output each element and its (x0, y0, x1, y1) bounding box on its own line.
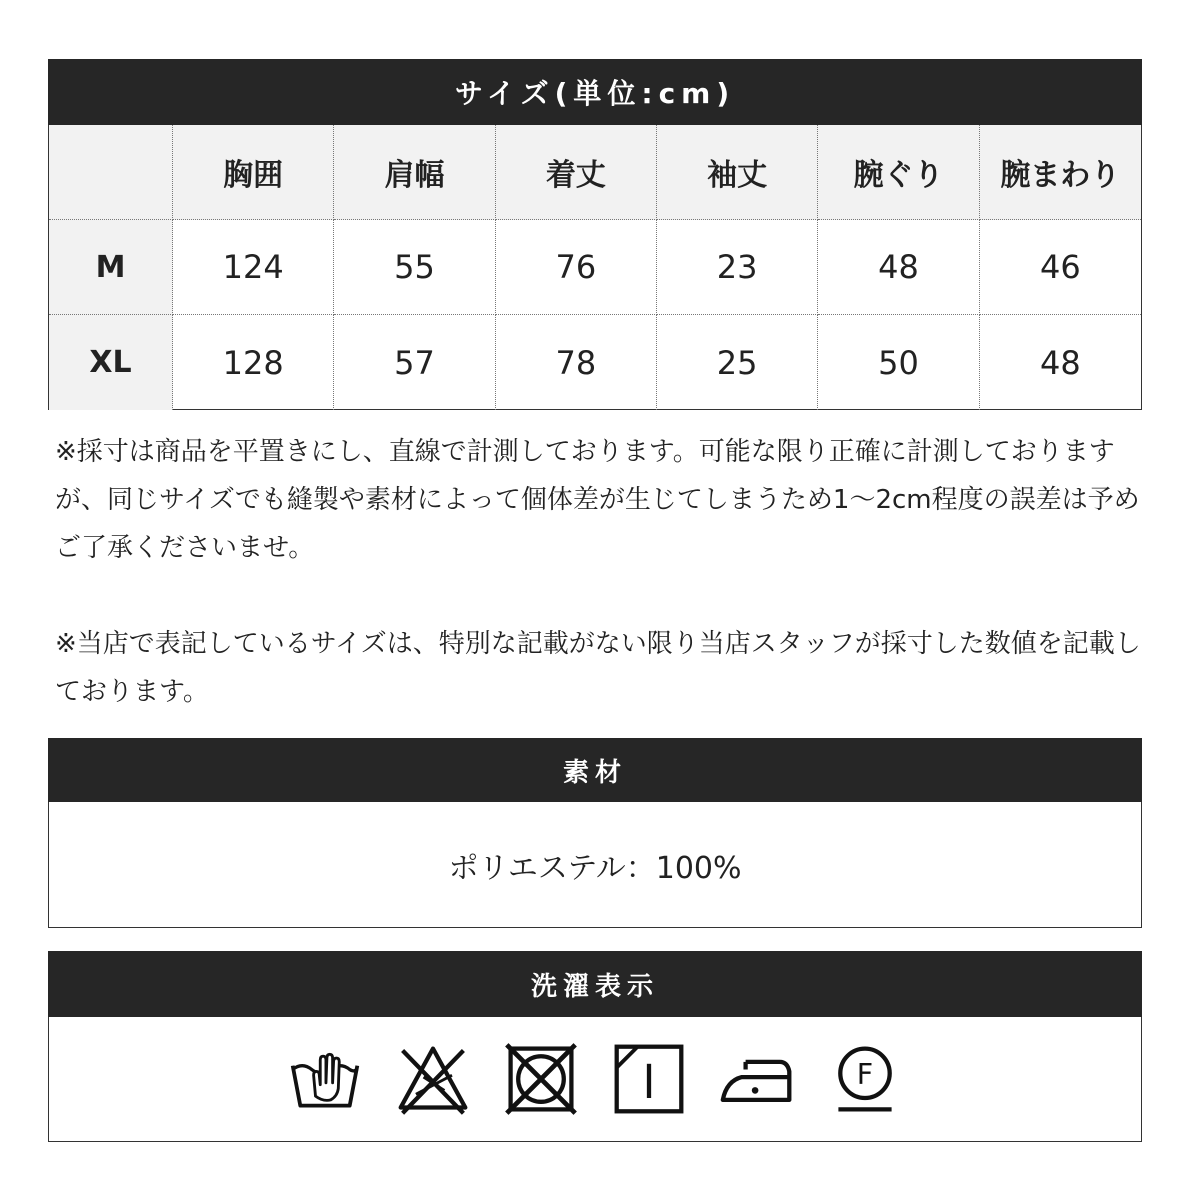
material-section-title: 素材 (48, 738, 1142, 802)
iron-low-icon (719, 1041, 795, 1117)
care-icons (48, 1017, 1142, 1142)
table-header-sleeve: 袖丈 (657, 125, 818, 220)
table-cell: 50 (818, 315, 979, 410)
measurement-notes (55, 428, 1145, 716)
table-cell: 78 (496, 315, 657, 410)
table-header-shoulder: 肩幅 (334, 125, 495, 220)
material-content: ポリエステル：100% (48, 802, 1142, 928)
line-dry-shade-icon (611, 1041, 687, 1117)
table-cell: 55 (334, 220, 495, 315)
table-row-label-xl: XL (49, 315, 173, 410)
size-table (48, 125, 1142, 410)
no-tumble-dry-icon (503, 1041, 579, 1117)
table-cell: 124 (173, 220, 334, 315)
table-header-length: 着丈 (496, 125, 657, 220)
table-cell: 25 (657, 315, 818, 410)
table-cell: 57 (334, 315, 495, 410)
table-cell: 48 (1039, 343, 1081, 382)
no-bleach-icon (395, 1041, 471, 1117)
table-cell: 46 (980, 220, 1141, 315)
dry-clean-letter: F (856, 1057, 874, 1091)
dry-clean-f-icon (827, 1041, 903, 1117)
table-header-corner (49, 125, 173, 220)
note-measurement-method: ※採寸は商品を平置きにし、直線で計測しております。可能な限り正確に計測しておりますが、同じサイズでも縫製や素材によって個体差が生じてしまうため1～2cm程度の誤差は予めご了承くださいませ。 (55, 437, 1140, 563)
note-size-source: ※当店で表記しているサイズは、特別な記載がない限り当店スタッフが採寸した数値を記載しております。 (55, 629, 1141, 707)
table-row-label-m: M (49, 220, 173, 315)
table-cell: 128 (173, 315, 334, 410)
table-header-chest: 胸囲 (173, 125, 334, 220)
table-cell: 48 (818, 220, 979, 315)
table-header-arm-circumference: 腕まわり (980, 125, 1141, 220)
table-header-armhole: 腕ぐり (818, 125, 979, 220)
care-section-title: 洗濯表示 (48, 951, 1142, 1017)
table-cell: 23 (657, 220, 818, 315)
size-section-title: サイズ(単位:cm) (48, 59, 1142, 125)
table-cell: 76 (496, 220, 657, 315)
hand-wash-icon (287, 1041, 363, 1117)
